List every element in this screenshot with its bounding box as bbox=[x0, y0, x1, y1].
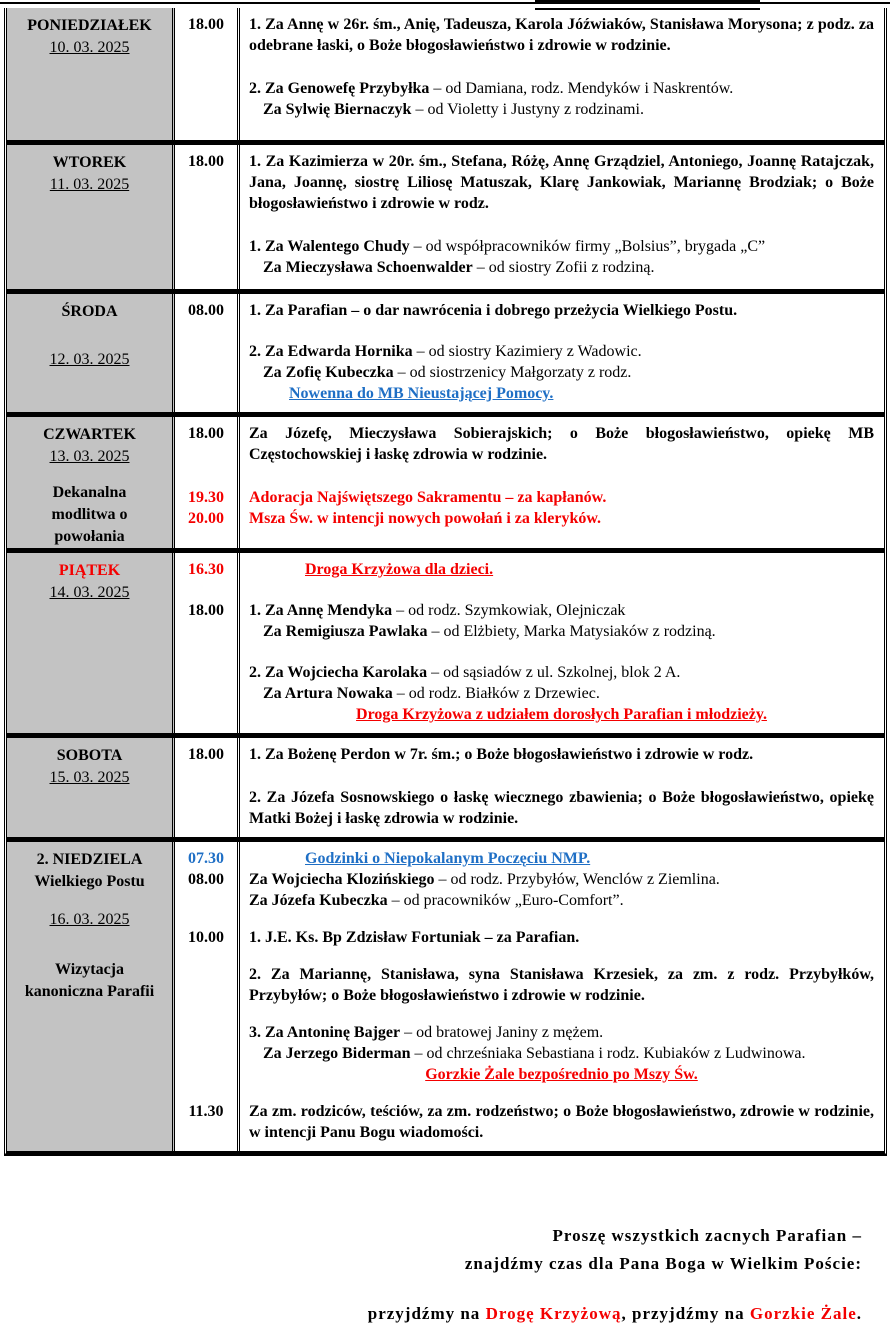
day-date bbox=[7, 174, 172, 196]
text-segment: Droga Krzyżowa dla dzieci. bbox=[305, 561, 494, 578]
text-segment: – od siostry Kazimiery z Wadowic. bbox=[412, 343, 642, 360]
intention-text bbox=[237, 787, 884, 829]
text-segment: . bbox=[856, 1304, 862, 1323]
text-segment: Wielkiego Postu bbox=[34, 873, 145, 890]
mass-time: 18.00 bbox=[188, 602, 224, 619]
text-segment: ŚRODA bbox=[61, 303, 118, 320]
intention-line bbox=[175, 236, 884, 257]
intention-line bbox=[175, 257, 884, 278]
text-segment: Adoracja Najświętszego Sakramentu – za kapłanów. bbox=[249, 489, 607, 506]
text-segment: Za zm. rodziców, teściów, za zm. rodzeństwo; o Boże błogosławieństwo, zdrowie w rodzinie, w intencji Panu Bogu wiadomości. bbox=[249, 1103, 874, 1141]
text-segment: modlitwa o bbox=[51, 506, 128, 523]
day-label bbox=[7, 745, 172, 767]
intention-text bbox=[237, 964, 884, 1006]
text-segment: przyjdźmy na bbox=[367, 1304, 486, 1323]
text-segment: 1. Za Annę w 26r. śm., Anię, Tadeusza, Karola Jóźwiaków, Stanisława Morysona; z podz. za odebrane łaski, o Boże błogosławieństwo i zdrowie w rodzinie. bbox=[249, 16, 874, 54]
intentions-cell bbox=[175, 842, 884, 1151]
text-segment: 10. 03. 2025 bbox=[49, 39, 130, 56]
text-segment: – od chrześniaka Sebastiana i rodz. Kubiaków z Ludwinowa. bbox=[410, 1045, 806, 1062]
intention-text bbox=[237, 1064, 884, 1085]
footer-line bbox=[0, 1222, 862, 1250]
intention-text bbox=[237, 890, 884, 911]
day-date bbox=[7, 767, 172, 789]
mass-time: 18.00 bbox=[188, 746, 224, 763]
day-label bbox=[7, 560, 172, 582]
day-label bbox=[7, 526, 172, 548]
text-segment: Za Józefę, Mieczysława Sobierajskich; o Boże błogosławieństwo, opiekę MB Częstochowskiej i łaskę zdrowia w rodzinie. bbox=[249, 425, 874, 463]
intention-line bbox=[175, 362, 884, 383]
intention-line bbox=[175, 78, 884, 99]
day-label bbox=[7, 152, 172, 174]
intention-text bbox=[237, 99, 884, 120]
intention-line bbox=[175, 1064, 884, 1085]
text-segment: – od sąsiadów z ul. Szkolnej, blok 2 A. bbox=[427, 664, 681, 681]
day-label bbox=[7, 849, 172, 871]
text-segment: Za Sylwię Biernaczyk bbox=[263, 101, 412, 118]
text-segment: kanoniczna Parafii bbox=[24, 983, 155, 1000]
intention-line bbox=[175, 99, 884, 120]
text-segment: Proszę wszystkich zacnych Parafian – bbox=[552, 1226, 862, 1245]
day-label bbox=[7, 15, 172, 37]
intentions-cell bbox=[175, 8, 884, 140]
text-segment: – od rodz. Białków z Drzewiec. bbox=[392, 685, 600, 702]
mass-time: 19.30 bbox=[188, 489, 224, 506]
intention-text bbox=[237, 487, 884, 508]
intention-text bbox=[237, 300, 884, 321]
mass-intentions-table bbox=[4, 8, 887, 1156]
day-label bbox=[7, 482, 172, 504]
text-segment: , przyjdźmy na bbox=[621, 1304, 750, 1323]
intention-line bbox=[175, 487, 884, 508]
text-segment: – od rodz. Szymkowiak, Olejniczak bbox=[392, 602, 626, 619]
intention-text bbox=[237, 848, 884, 869]
mass-time: 08.00 bbox=[188, 302, 224, 319]
intention-text bbox=[237, 1022, 884, 1043]
intentions-cell bbox=[175, 417, 884, 548]
time-column-divider bbox=[237, 738, 240, 837]
intention-text bbox=[237, 744, 884, 765]
intention-line bbox=[175, 1043, 884, 1064]
intention-line bbox=[175, 890, 884, 911]
text-segment: 1. Za Parafian – o dar nawrócenia i dobrego przeżycia Wielkiego Postu. bbox=[249, 302, 738, 319]
text-segment: 14. 03. 2025 bbox=[49, 584, 130, 601]
text-segment: 3. Za Antoninę Bajger bbox=[249, 1024, 401, 1041]
text-segment: Drogę Krzyżową bbox=[485, 1304, 622, 1323]
intention-text bbox=[237, 236, 884, 257]
mass-time: 08.00 bbox=[188, 871, 224, 888]
text-segment: 12. 03. 2025 bbox=[49, 351, 130, 368]
mass-time: 07.30 bbox=[188, 850, 224, 867]
intention-text bbox=[237, 14, 884, 56]
text-segment: Za Józefa Kubeczka bbox=[249, 892, 388, 909]
time-column-divider bbox=[237, 842, 240, 1151]
intention-text bbox=[237, 1101, 884, 1143]
day-label bbox=[7, 424, 172, 446]
day-cell-czwartek bbox=[7, 417, 175, 548]
intention-line bbox=[175, 151, 884, 214]
intention-text bbox=[237, 508, 884, 529]
intention-text bbox=[237, 559, 884, 580]
schedule-row-piatek bbox=[7, 548, 884, 733]
day-date bbox=[7, 37, 172, 59]
text-segment: Nowenna do MB Nieustającej Pomocy. bbox=[289, 385, 554, 402]
intention-line bbox=[175, 848, 884, 869]
schedule-row-czwartek bbox=[7, 412, 884, 548]
day-cell-wtorek bbox=[7, 145, 175, 289]
text-segment: Godzinki o Niepokalanym Poczęciu NMP. bbox=[305, 850, 591, 867]
mass-time: 20.00 bbox=[188, 510, 224, 527]
text-segment: PONIEDZIAŁEK bbox=[27, 17, 152, 34]
text-segment: – od rodz. Przybyłów, Wenclów z Ziemlina. bbox=[434, 871, 720, 888]
day-cell-poniedzialek bbox=[7, 8, 175, 140]
text-segment: 2. NIEDZIELA bbox=[36, 851, 143, 868]
intention-line bbox=[175, 300, 884, 321]
mass-time: 18.00 bbox=[188, 16, 224, 33]
day-cell-piatek bbox=[7, 553, 175, 733]
text-segment: – od siostry Zofii z rodziną. bbox=[472, 259, 655, 276]
day-cell-niedziela bbox=[7, 842, 175, 1151]
text-segment: – od współpracowników firmy „Bolsius”, brygada „C” bbox=[409, 238, 766, 255]
intention-text bbox=[237, 1043, 884, 1064]
intention-line bbox=[175, 341, 884, 362]
text-segment: Za Remigiusza Pawlaka bbox=[263, 623, 428, 640]
text-segment: – od pracowników „Euro-Comfort”. bbox=[387, 892, 624, 909]
intention-text bbox=[237, 621, 884, 642]
time-column-divider bbox=[237, 294, 240, 412]
text-segment: Za Jerzego Biderman bbox=[263, 1045, 411, 1062]
time-column-divider bbox=[237, 8, 240, 140]
day-label bbox=[7, 959, 172, 981]
text-segment: Msza Św. w intencji nowych powołań i za kleryków. bbox=[249, 510, 602, 527]
text-segment: – od siostrzenicy Małgorzaty z rodz. bbox=[393, 364, 632, 381]
intention-text bbox=[237, 257, 884, 278]
mass-time: 18.00 bbox=[188, 425, 224, 442]
text-segment: CZWARTEK bbox=[43, 426, 136, 443]
text-segment: WTOREK bbox=[52, 154, 127, 171]
time-column-divider bbox=[237, 145, 240, 289]
intention-line bbox=[175, 964, 884, 1006]
text-segment: SOBOTA bbox=[56, 747, 123, 764]
text-segment: 2. Za Józefa Sosnowskiego o łaskę wiecznego zbawienia; o Boże błogosławieństwo, opiekę Matki Bożej i łaskę zdrowia w rodzinie. bbox=[249, 789, 874, 827]
intention-text bbox=[237, 78, 884, 99]
text-segment: Za Zofię Kubeczka bbox=[263, 364, 394, 381]
intention-text bbox=[237, 683, 884, 704]
text-segment: Wizytacja bbox=[54, 961, 124, 978]
text-segment: 1. Za Kazimierza w 20r. śm., Stefana, Różę, Annę Grządziel, Antoniego, Joannę Ratajczak, Jana, Joannę, siostrę Liliosę Matuszak, Klarę Jankowiak, Mariannę Brodziak; o Boże błogosławieństwo i zdrowie w rodz. bbox=[249, 153, 874, 212]
intention-text bbox=[237, 151, 884, 214]
mass-time: 10.00 bbox=[188, 929, 224, 946]
intention-line bbox=[175, 423, 884, 465]
text-segment: powołania bbox=[54, 528, 125, 545]
day-label bbox=[7, 981, 172, 1003]
day-date bbox=[7, 582, 172, 604]
intention-line bbox=[175, 621, 884, 642]
intention-text bbox=[237, 600, 884, 621]
day-date bbox=[7, 349, 172, 371]
text-segment: Droga Krzyżowa z udziałem dorosłych Parafian i młodzieży. bbox=[356, 706, 767, 723]
intentions-cell bbox=[175, 553, 884, 733]
intention-line bbox=[175, 662, 884, 683]
day-cell-sobota bbox=[7, 738, 175, 837]
intentions-cell bbox=[175, 294, 884, 412]
intention-text bbox=[237, 927, 884, 948]
text-segment: 1. Za Walentego Chudy bbox=[249, 238, 410, 255]
intention-text bbox=[237, 704, 884, 725]
intention-line bbox=[175, 1101, 884, 1143]
text-segment: Za Artura Nowaka bbox=[263, 685, 393, 702]
time-column-divider bbox=[237, 553, 240, 733]
day-date bbox=[7, 446, 172, 468]
mass-time: 18.00 bbox=[188, 153, 224, 170]
mass-time: 11.30 bbox=[188, 1103, 224, 1120]
intention-text bbox=[237, 362, 884, 383]
schedule-row-poniedzialek bbox=[7, 8, 884, 140]
intention-line bbox=[175, 927, 884, 948]
text-segment: Za Mieczysława Schoenwalder bbox=[263, 259, 473, 276]
text-segment: 1. Za Annę Mendyka bbox=[249, 602, 393, 619]
text-segment: 2. Za Genowefę Przybyłka bbox=[249, 80, 430, 97]
text-segment: – od bratowej Janiny z mężem. bbox=[400, 1024, 604, 1041]
text-segment: Gorzkie Żale bbox=[749, 1304, 857, 1323]
day-label bbox=[7, 871, 172, 893]
text-segment: – od Elżbiety, Marka Matysiaków z rodziną. bbox=[427, 623, 716, 640]
day-label bbox=[7, 301, 172, 323]
text-segment: 15. 03. 2025 bbox=[49, 769, 130, 786]
text-segment: 13. 03. 2025 bbox=[49, 448, 130, 465]
text-segment: Gorzkie Żale bezpośrednio po Mszy Św. bbox=[425, 1066, 698, 1083]
text-segment: Za Wojciecha Klozińskiego bbox=[249, 871, 435, 888]
schedule-row-sobota bbox=[7, 733, 884, 837]
intention-line bbox=[175, 14, 884, 56]
intention-line bbox=[175, 1022, 884, 1043]
text-segment: znajdźmy czas dla Pana Boga w Wielkim Poście: bbox=[464, 1254, 862, 1273]
day-label bbox=[7, 504, 172, 526]
schedule-row-sroda bbox=[7, 289, 884, 412]
text-segment: 16. 03. 2025 bbox=[49, 911, 130, 928]
text-segment: – od Damiana, rodz. Mendyków i Naskrentów. bbox=[429, 80, 734, 97]
intention-text bbox=[237, 383, 884, 404]
day-date bbox=[7, 909, 172, 931]
schedule-row-niedziela bbox=[7, 837, 884, 1151]
text-segment: 11. 03. 2025 bbox=[49, 176, 130, 193]
intention-line bbox=[175, 683, 884, 704]
intention-text bbox=[237, 423, 884, 465]
intention-line bbox=[175, 508, 884, 529]
text-segment: 1. J.E. Ks. Bp Zdzisław Fortuniak – za Parafian. bbox=[249, 929, 580, 946]
intentions-cell bbox=[175, 738, 884, 837]
footer-appeal bbox=[0, 1222, 890, 1328]
intention-text bbox=[237, 341, 884, 362]
intention-line bbox=[175, 600, 884, 621]
text-segment: 1. Za Bożenę Perdon w 7r. śm.; o Boże błogosławieństwo i zdrowie w rodz. bbox=[249, 746, 754, 763]
intention-line bbox=[175, 704, 884, 725]
day-cell-sroda bbox=[7, 294, 175, 412]
footer-line bbox=[0, 1300, 862, 1328]
intention-line bbox=[175, 383, 884, 404]
text-segment: 2. Za Wojciecha Karolaka bbox=[249, 664, 428, 681]
intention-text bbox=[237, 662, 884, 683]
cutoff-title-artifact bbox=[0, 0, 890, 6]
text-segment: 2. Za Mariannę, Stanisława, syna Stanisława Krzesiek, za zm. z rodz. Przybyłków, Przybyłów; o Boże błogosławieństwo i zdrowie w rodzinie. bbox=[249, 966, 874, 1004]
text-segment: Dekanalna bbox=[52, 484, 127, 501]
schedule-row-wtorek bbox=[7, 140, 884, 289]
text-segment: 2. Za Edwarda Hornika bbox=[249, 343, 413, 360]
intention-text bbox=[237, 869, 884, 890]
text-segment: – od Violetty i Justyny z rodzinami. bbox=[411, 101, 644, 118]
intention-line bbox=[175, 559, 884, 580]
text-segment: PIĄTEK bbox=[58, 562, 121, 579]
intention-line bbox=[175, 869, 884, 890]
intentions-cell bbox=[175, 145, 884, 289]
mass-time: 16.30 bbox=[188, 561, 224, 578]
time-column-divider bbox=[237, 417, 240, 548]
footer-line bbox=[0, 1250, 862, 1278]
intention-line bbox=[175, 744, 884, 765]
intention-line bbox=[175, 787, 884, 829]
